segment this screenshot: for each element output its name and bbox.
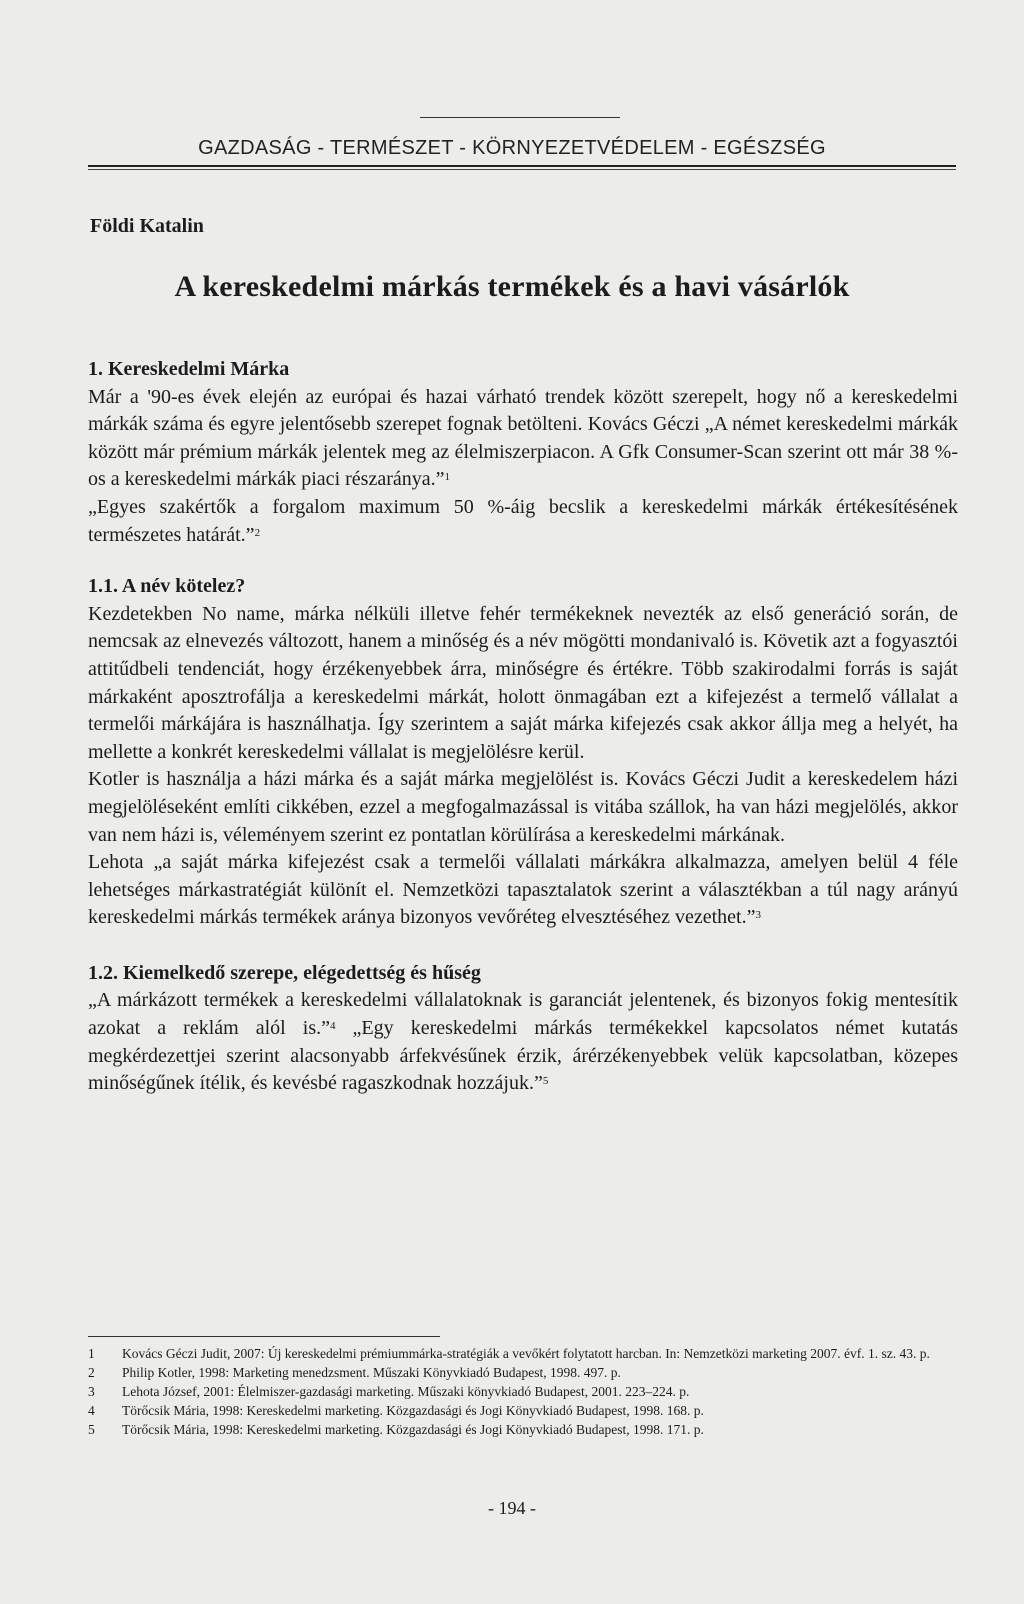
- footnote-ref: 5: [542, 1075, 549, 1088]
- footnote-separator: [88, 1336, 440, 1337]
- footnote-text: Kovács Géczi Judit, 2007: Új kereskedelmi prémiummárka-stratégiák a vevőkért folytatott harcban. In: Nemzetközi marketing 2007. évf. 1. sz. 43. p.: [122, 1346, 930, 1361]
- footnote-number: 1: [88, 1346, 95, 1361]
- page-number: - 194 -: [488, 1498, 536, 1518]
- paragraph: [88, 849, 958, 932]
- paragraph: Kezdetekben No name, márka nélküli illetve fehér termékeknek nevezték az első generáció során, de nemcsak az elnevezés változott, hanem a minőség és a név mögötti mondanivaló is. Követik azt a fogyasztói attitűdbeli tendenciát, hogy érzékenyebbek árra, minőségre és értékre. Több szakirodalmi forrás is saját márkaként aposztrofálja a kereskedelmi márkát, holott önmagában ezt a kifejezést a termelő vállalat a termelői márkájára is használhatja. Így szerintem a saját márka kifejezés csak akkor állja meg a helyét, ha mellette a konkrét kereskedelmi vállalat is megjelölésre kerül.: [88, 602, 958, 763]
- paragraph-text: „A márkázott termékek a kereskedelmi vállalatoknak is garanciát jelentenek, és bizonyos fokig mentesítik azokat a reklám alól is.”: [88, 989, 958, 1040]
- footnote: [88, 1420, 958, 1439]
- footnote: [88, 1363, 958, 1382]
- footnote-number: 5: [88, 1422, 95, 1437]
- paragraph: Kotler is használja a házi márka és a saját márka megjelölést is. Kovács Géczi Judit a kereskedelem házi megjelöléseként említi cikkében, ezzel a megfogalmazással is vitába szállok, ha van házi megjelölés, akkor van nem házi is, véleményem szerint ez pontatlan körülírása a kereskedelmi márkának.: [88, 768, 958, 846]
- running-header: GAZDASÁG - TERMÉSZET - KÖRNYEZETVÉDELEM - EGÉSZSÉG: [198, 137, 826, 159]
- article-title: A kereskedelmi márkás termékek és a havi vásárlók: [174, 270, 850, 303]
- paragraph: [88, 494, 958, 549]
- paragraph-text: Lehota „a saját márka kifejezést csak a termelői vállalati márkákra alkalmazza, amelyen belül 4 féle lehetséges márkastratégiát különít el. Nemzetközi tapasztalatok szerint a választékban a túl nagy arányú kereskedelmi márkás termékek aránya bizonyos vevőréteg elvesztéséhez vezethet.”: [88, 851, 958, 929]
- subsection-heading: 1.1. A név kötelez?: [88, 575, 246, 598]
- footnote-number: 3: [88, 1384, 95, 1399]
- footnote-number: 4: [88, 1403, 95, 1418]
- paragraph-text: Már a '90-es évek elején az európai és hazai várható trendek között szerepelt, hogy nő a kereskedelmi márkák száma és egyre jelentősebb szerepet fognak betölteni. Kovács Géczi „A német kereskedelmi márkák között már prémium márkák jelentek meg az élelmiszerpiacon. A Gfk Consumer-Scan szerint ott már 38 %-os a kereskedelmi márkák piaci részaránya.”: [88, 385, 958, 491]
- header-rule-thin: [88, 169, 956, 170]
- paragraph-text: „Egyes szakértők a forgalom maximum 50 %-áig becslik a kereskedelmi márkák értékesítésének természetes határát.”: [88, 495, 958, 546]
- footnotes: [88, 1344, 958, 1439]
- paragraph: [88, 384, 958, 494]
- paragraph-text: „Egy kereskedelmi márkás termékekkel kapcsolatos német kutatás megkérdezettjei szerint alacsonyabb árfekvésűnek érzik, árérzékenyebbek velük kapcsolatban, közepes minőségűnek ítélik, és kevésbé ragaszkodnak hozzájuk.”: [88, 1017, 958, 1095]
- footnote-text: Philip Kotler, 1998: Marketing menedzsment. Műszaki Könyvkiadó Budapest, 1998. 497. p.: [122, 1365, 621, 1380]
- article-body: [88, 356, 958, 1098]
- footnote-text: Lehota József, 2001: Élelmiszer-gazdasági marketing. Műszaki könyvkiadó Budapest, 2001. 223–224. p.: [122, 1384, 690, 1399]
- footnote-ref: 4: [330, 1020, 336, 1033]
- footnote-ref: 3: [755, 909, 761, 922]
- footnote: [88, 1344, 958, 1363]
- footnote-text: Törőcsik Mária, 1998: Kereskedelmi marketing. Közgazdasági és Jogi Könyvkiadó Budapest, 1998. 171. p.: [122, 1422, 704, 1437]
- section-heading: 1. Kereskedelmi Márka: [88, 358, 290, 380]
- header-top-rule: [420, 117, 620, 118]
- header-rule: [88, 165, 956, 167]
- footnote-ref: 1: [444, 471, 450, 484]
- subsection-heading: 1.2. Kiemelkedő szerepe, elégedettség és hűség: [88, 961, 481, 984]
- footnote-text: Törőcsik Mária, 1998: Kereskedelmi marketing. Közgazdasági és Jogi Könyvkiadó Budapest, 1998. 168. p.: [122, 1403, 704, 1418]
- author-name: Földi Katalin: [90, 215, 204, 237]
- footnote: [88, 1382, 958, 1401]
- footnote-number: 2: [88, 1365, 95, 1380]
- footnote-ref: 2: [254, 526, 261, 539]
- paragraph: [88, 987, 958, 1097]
- footnote: [88, 1401, 958, 1420]
